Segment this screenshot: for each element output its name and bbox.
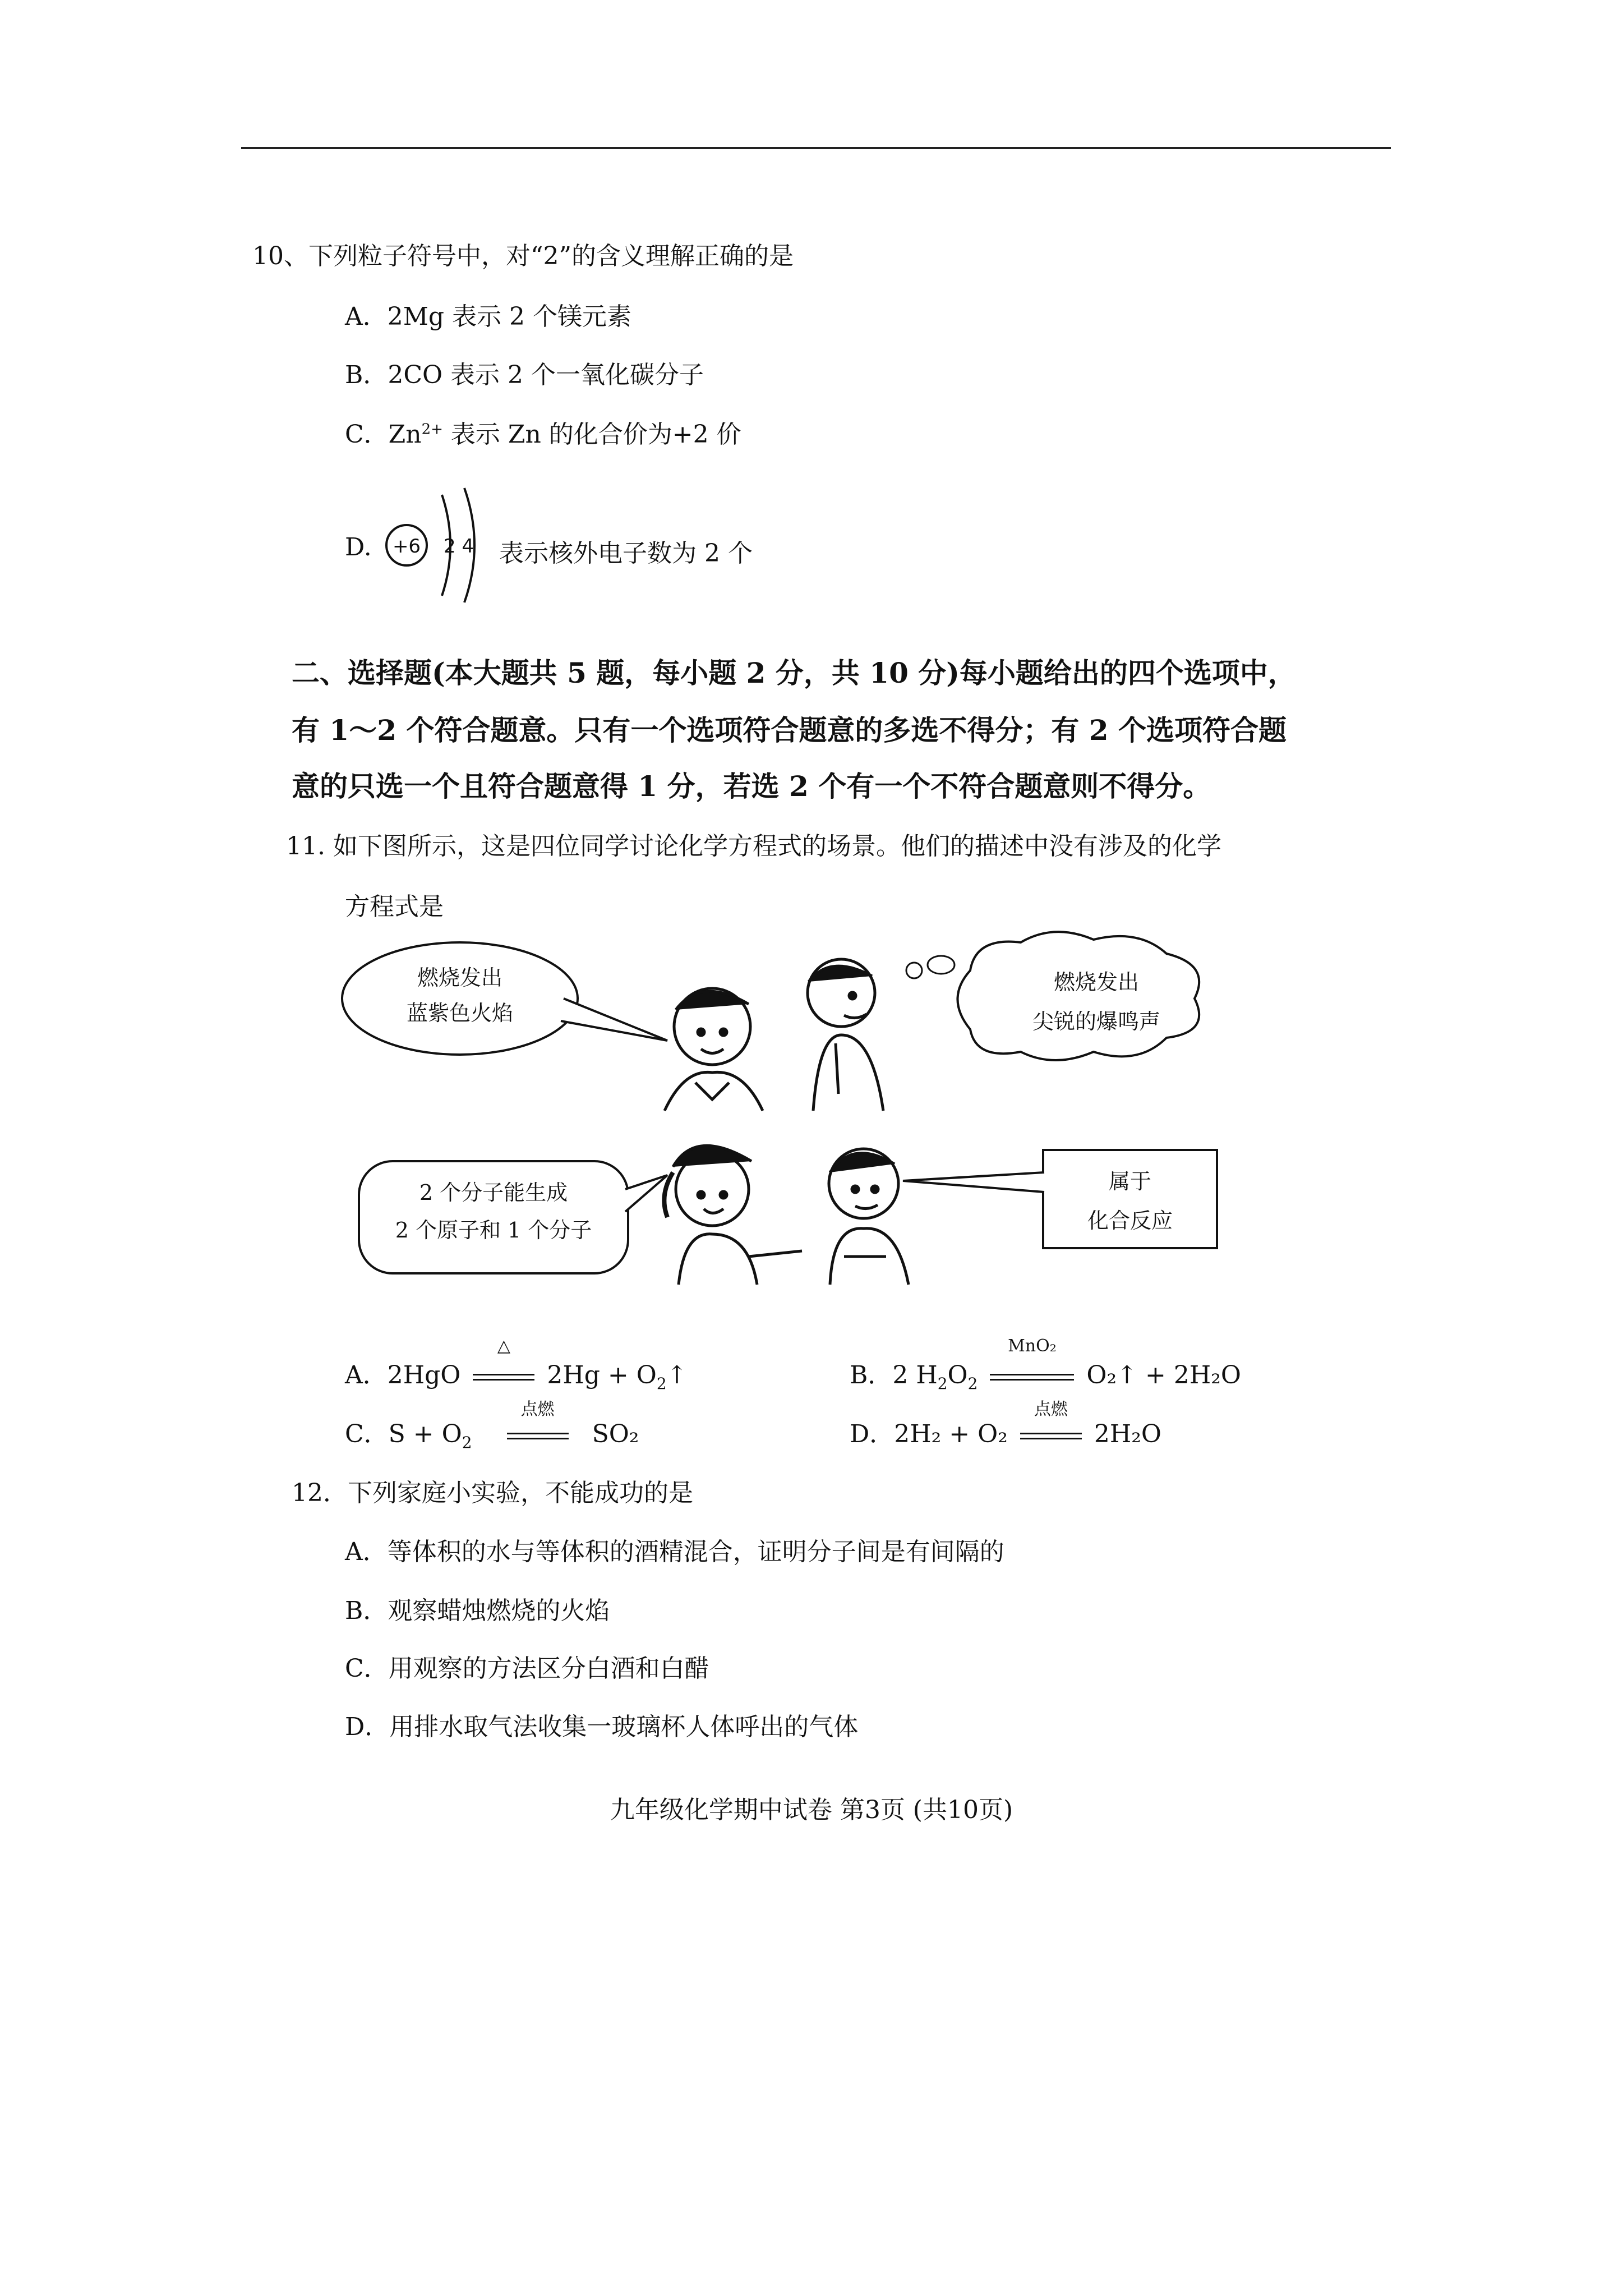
q11-a-arrow: ↑ bbox=[666, 1361, 688, 1389]
q11-option-c bbox=[345, 1400, 639, 1452]
q11-stem-line1: 11. 如下图所示，这是四位同学讨论化学方程式的场景。他们的描述中没有涉及的化学 bbox=[286, 832, 1221, 861]
q11-d-rhs: 2H₂O bbox=[1094, 1420, 1161, 1448]
q11-c-label: C．S + O bbox=[345, 1420, 462, 1448]
bubble1-line2: 蓝紫色火焰 bbox=[406, 1001, 513, 1025]
q10-option-d-label: D. bbox=[345, 533, 372, 562]
q12-option-a: A．等体积的水与等体积的酒精混合，证明分子间是有间隔的 bbox=[345, 1538, 1004, 1566]
q11-a-rhs: 2Hg + O bbox=[547, 1361, 657, 1389]
bubble2-line1: 燃烧发出 bbox=[1053, 970, 1139, 995]
page-footer: 九年级化学期中试卷 第3页 (共10页) bbox=[610, 1796, 1013, 1824]
q10-option-c bbox=[345, 414, 741, 450]
q11-b-condition-arrow bbox=[985, 1336, 1078, 1389]
q12-option-c: C．用观察的方法区分白酒和白醋 bbox=[345, 1654, 709, 1683]
q12-option-d: D．用排水取气法收集一玻璃杯人体呼出的气体 bbox=[345, 1713, 859, 1741]
bubble1-line1: 燃烧发出 bbox=[417, 965, 502, 990]
q11-c-rhs: SO₂ bbox=[592, 1420, 639, 1448]
q11-b-rhs: O₂↑ + 2H₂O bbox=[1086, 1361, 1241, 1389]
q10-option-d-text: 表示核外电子数为 2 个 bbox=[499, 539, 753, 568]
q11-b-condition: MnO₂ bbox=[1008, 1336, 1057, 1356]
atom-electron-shells: 2 4 bbox=[443, 535, 474, 558]
section2-line3: 意的只选一个且符合题意得 1 分，若选 2 个有一个不符合题意则不得分。 bbox=[292, 770, 1211, 803]
q11-option-b bbox=[850, 1336, 1241, 1393]
q11-d-condition: 点燃 bbox=[1034, 1400, 1068, 1419]
q11-a-label: A．2HgO bbox=[345, 1361, 461, 1389]
q11-option-d bbox=[850, 1400, 1161, 1450]
q11-stem-line2: 方程式是 bbox=[345, 892, 444, 921]
q10-option-c-sup: 2+ bbox=[421, 421, 443, 438]
bubble4-line1: 属于 bbox=[1108, 1169, 1151, 1194]
q10-option-b: B．2CO 表示 2 个一氧化碳分子 bbox=[345, 361, 704, 389]
q10-stem: 10、下列粒子符号中，对“2”的含义理解正确的是 bbox=[252, 242, 794, 270]
bubble2-line2: 尖锐的爆鸣声 bbox=[1032, 1009, 1160, 1034]
student-figure-3 bbox=[664, 1145, 802, 1285]
q12-option-b: B．观察蜡烛燃烧的火焰 bbox=[345, 1596, 610, 1625]
student-figure-1 bbox=[665, 988, 763, 1111]
q11-b-mid: O bbox=[947, 1361, 968, 1389]
atom-nucleus-charge: +6 bbox=[392, 535, 421, 558]
q11-c-condition-arrow bbox=[502, 1400, 573, 1448]
q11-b-sub2: 2 bbox=[967, 1374, 978, 1393]
student-figure-2 bbox=[808, 959, 883, 1111]
q11-a-condition-arrow bbox=[468, 1336, 539, 1389]
q11-d-condition-arrow bbox=[1016, 1400, 1086, 1448]
top-rule bbox=[241, 147, 1391, 149]
q11-d-label: D．2H₂ + O₂ bbox=[850, 1420, 1008, 1448]
q11-b-sub1: 2 bbox=[937, 1374, 948, 1393]
bubble3-line1: 2 个分子能生成 bbox=[419, 1180, 568, 1205]
student-figure-4 bbox=[829, 1149, 909, 1285]
q10-option-c-post: 表示 Zn 的化合价为+2 价 bbox=[442, 420, 741, 449]
atom-structure-diagram bbox=[381, 482, 494, 611]
bubble3-line2: 2 个原子和 1 个分子 bbox=[395, 1218, 592, 1243]
q10-option-a: A．2Mg 表示 2 个镁元素 bbox=[345, 302, 631, 331]
bubble4-line2: 化合反应 bbox=[1087, 1208, 1173, 1233]
q11-c-condition: 点燃 bbox=[520, 1400, 555, 1419]
section2-line2: 有 1～2 个符合题意。只有一个选项符合题意的多选不得分；有 2 个选项符合题 bbox=[292, 714, 1287, 747]
q11-c-sub: 2 bbox=[462, 1433, 472, 1452]
section2-line1: 二、选择题(本大题共 5 题，每小题 2 分，共 10 分)每小题给出的四个选项中， bbox=[292, 656, 1296, 689]
q11-a-rhs-sub: 2 bbox=[656, 1374, 667, 1393]
q11-b-label: B．2 H bbox=[850, 1361, 938, 1389]
q11-option-a bbox=[345, 1336, 688, 1393]
q10-option-c-pre: C．Zn bbox=[345, 420, 422, 449]
q11-a-condition: △ bbox=[497, 1336, 510, 1356]
q12-stem: 12．下列家庭小实验，不能成功的是 bbox=[292, 1479, 693, 1507]
